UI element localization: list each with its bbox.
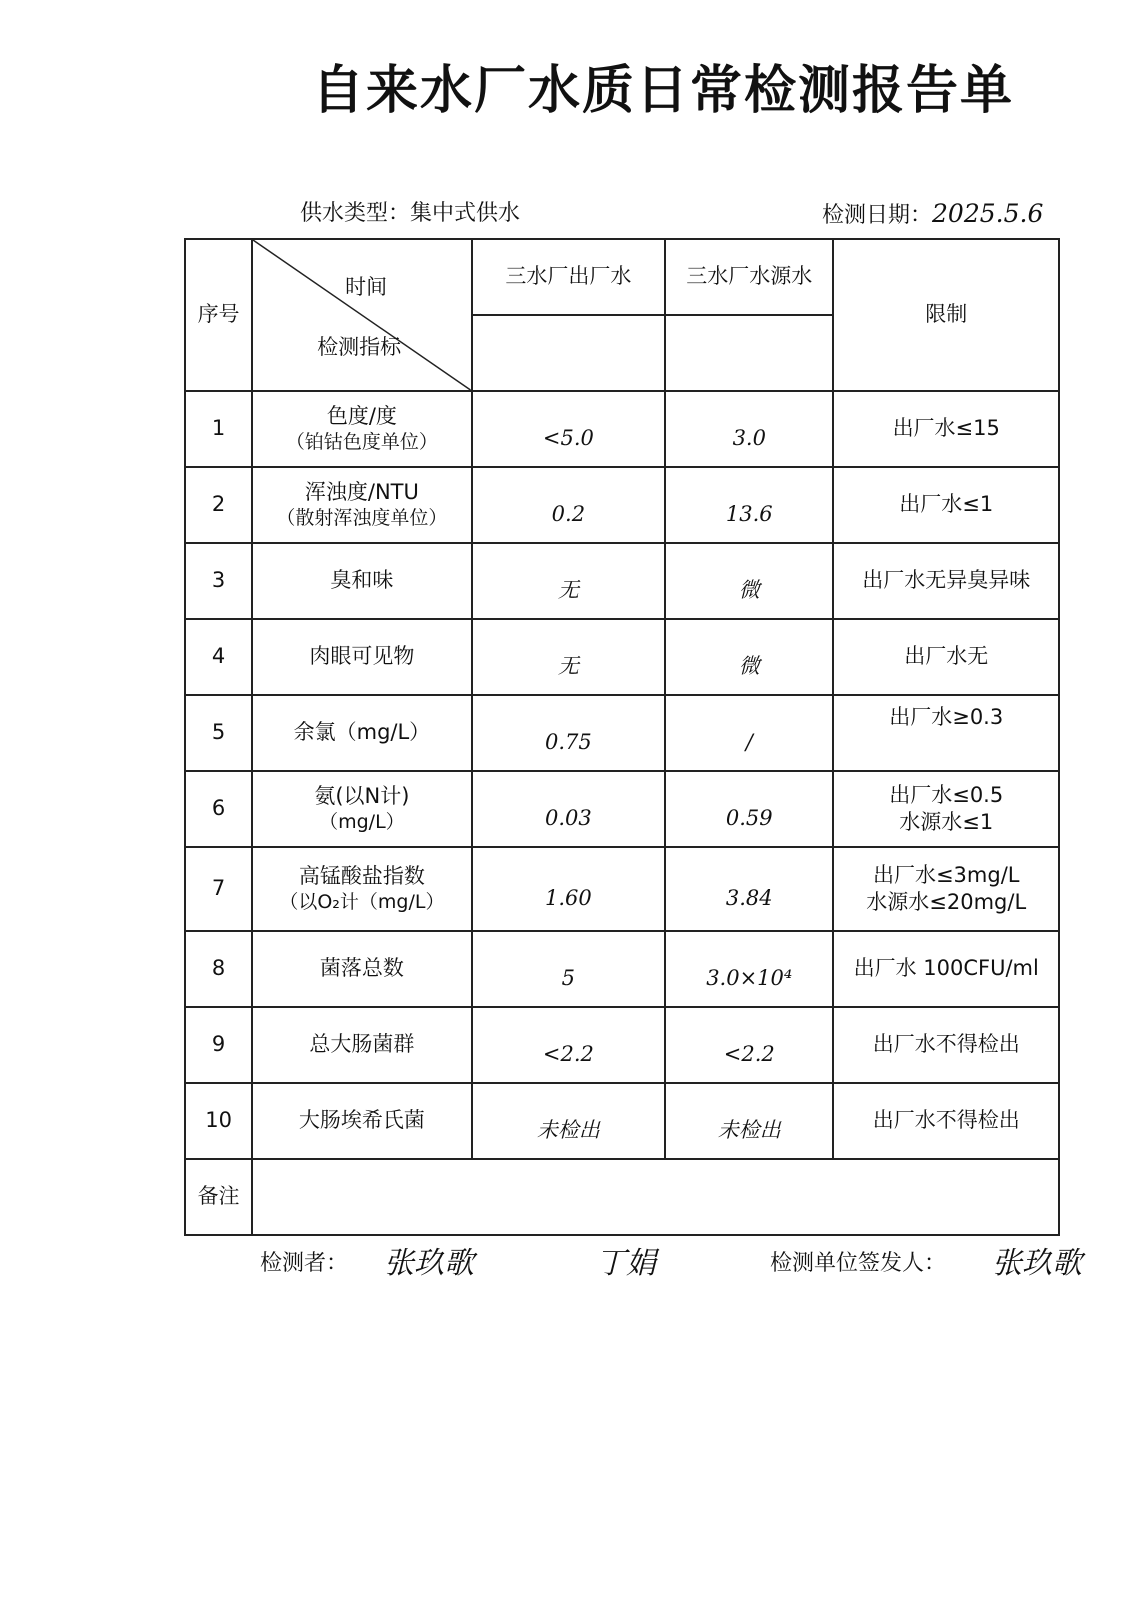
tester-signature-1: 张玖歌 bbox=[384, 1246, 474, 1281]
value-outlet-water bbox=[472, 847, 665, 931]
value-outlet-water bbox=[472, 619, 665, 695]
header-seq: 序号 bbox=[185, 239, 252, 391]
remarks-value bbox=[252, 1159, 1059, 1235]
value-source-water bbox=[665, 1083, 833, 1159]
report-table bbox=[184, 238, 1060, 1236]
header-time: 时间 bbox=[345, 275, 388, 299]
handwritten-value: 3.0 bbox=[732, 426, 766, 451]
handwritten-value: 未检出 bbox=[717, 1118, 781, 1143]
handwritten-value: 0.03 bbox=[544, 806, 592, 831]
indicator-cell bbox=[252, 467, 472, 543]
table-row bbox=[185, 391, 1059, 467]
value-source-water bbox=[665, 619, 833, 695]
handwritten-value: 微 bbox=[738, 578, 760, 603]
indicator-name: 菌落总数 bbox=[319, 956, 404, 981]
handwritten-value: 0.59 bbox=[725, 806, 773, 831]
value-outlet-water bbox=[472, 931, 665, 1007]
row-number: 9 bbox=[185, 1007, 252, 1083]
tester-signature-2: 丁娟 bbox=[596, 1246, 656, 1281]
row-number: 5 bbox=[185, 695, 252, 771]
indicator-cell bbox=[252, 543, 472, 619]
row-number: 7 bbox=[185, 847, 252, 931]
handwritten-value: 1.60 bbox=[544, 886, 592, 911]
indicator-cell bbox=[252, 847, 472, 931]
header-col-a-blank bbox=[472, 315, 665, 391]
indicator-cell bbox=[252, 695, 472, 771]
table-row bbox=[185, 467, 1059, 543]
limit-cell bbox=[833, 847, 1059, 931]
value-source-water bbox=[665, 931, 833, 1007]
indicator-cell bbox=[252, 771, 472, 847]
supply-type-label: 供水类型： bbox=[300, 201, 411, 226]
test-date bbox=[822, 198, 1043, 230]
handwritten-value: 微 bbox=[738, 654, 760, 679]
table-body bbox=[185, 391, 1059, 1159]
indicator-cell bbox=[252, 391, 472, 467]
row-number: 10 bbox=[185, 1083, 252, 1159]
value-outlet-water bbox=[472, 543, 665, 619]
indicator-cell bbox=[252, 619, 472, 695]
value-source-water bbox=[665, 391, 833, 467]
value-source-water bbox=[665, 771, 833, 847]
row-number: 8 bbox=[185, 931, 252, 1007]
header-col-a: 三水厂出厂水 bbox=[472, 239, 665, 315]
limit-cell bbox=[833, 391, 1059, 467]
limit-cell bbox=[833, 619, 1059, 695]
handwritten-value: 未检出 bbox=[536, 1118, 600, 1143]
limit-cell bbox=[833, 1083, 1059, 1159]
indicator-name: 余氯（mg/L） bbox=[293, 720, 431, 745]
indicator-name: 色度/度 bbox=[326, 404, 397, 428]
limit-cell bbox=[833, 543, 1059, 619]
indicator-cell bbox=[252, 1083, 472, 1159]
limit-line: 出厂水 100CFU/ml bbox=[853, 956, 1039, 981]
value-outlet-water bbox=[472, 1007, 665, 1083]
remarks-label: 备注 bbox=[185, 1159, 252, 1235]
limit-cell bbox=[833, 931, 1059, 1007]
handwritten-value: 无 bbox=[557, 654, 579, 679]
table-row bbox=[185, 543, 1059, 619]
header-indicator: 检测指标 bbox=[317, 335, 402, 359]
handwritten-value: 0.2 bbox=[551, 502, 586, 527]
value-outlet-water bbox=[472, 695, 665, 771]
row-number: 4 bbox=[185, 619, 252, 695]
limit-cell bbox=[833, 771, 1059, 847]
supply-type-value: 集中式供水 bbox=[410, 201, 521, 226]
issuer-signature: 张玖歌 bbox=[992, 1246, 1082, 1281]
indicator-name: 肉眼可见物 bbox=[309, 644, 415, 669]
table-row bbox=[185, 847, 1059, 931]
indicator-name: 大肠埃希氏菌 bbox=[298, 1108, 425, 1133]
handwritten-value: <2.2 bbox=[723, 1042, 775, 1067]
value-outlet-water bbox=[472, 467, 665, 543]
value-outlet-water bbox=[472, 771, 665, 847]
value-source-water bbox=[665, 847, 833, 931]
table-row bbox=[185, 771, 1059, 847]
value-outlet-water bbox=[472, 1083, 665, 1159]
value-source-water bbox=[665, 543, 833, 619]
table-row bbox=[185, 619, 1059, 695]
limit-cell bbox=[833, 695, 1059, 771]
limit-line: 出厂水≤3mg/L bbox=[872, 862, 1020, 887]
supply-type bbox=[300, 198, 520, 230]
handwritten-value: 无 bbox=[557, 578, 579, 603]
indicator-unit: （以O₂计（mg/L） bbox=[279, 891, 445, 914]
limit-line: 出厂水≥0.3 bbox=[889, 705, 1004, 729]
limit-cell bbox=[833, 1007, 1059, 1083]
header-row-1 bbox=[185, 239, 1059, 315]
handwritten-value: 3.84 bbox=[725, 886, 773, 911]
handwritten-value: <5.0 bbox=[542, 426, 594, 451]
value-source-water bbox=[665, 695, 833, 771]
header-diagonal-cell bbox=[252, 239, 472, 391]
limit-line: 出厂水无异臭异味 bbox=[862, 568, 1031, 593]
limit-line: 出厂水不得检出 bbox=[872, 1108, 1020, 1133]
indicator-name: 高锰酸盐指数 bbox=[298, 864, 425, 888]
table-row bbox=[185, 695, 1059, 771]
handwritten-value: <2.2 bbox=[542, 1042, 594, 1067]
table-row bbox=[185, 1083, 1059, 1159]
table-row bbox=[185, 931, 1059, 1007]
row-number: 1 bbox=[185, 391, 252, 467]
value-source-water bbox=[665, 1007, 833, 1083]
handwritten-value: 5 bbox=[561, 966, 576, 991]
indicator-unit: （mg/L） bbox=[319, 811, 405, 834]
limit-line: 水源水≤20mg/L bbox=[866, 890, 1027, 914]
limit-line: 出厂水不得检出 bbox=[872, 1032, 1020, 1057]
indicator-cell bbox=[252, 931, 472, 1007]
limit-cell bbox=[833, 467, 1059, 543]
limit-line: 出厂水≤1 bbox=[899, 492, 994, 517]
value-source-water bbox=[665, 467, 833, 543]
tester-label: 检测者： bbox=[260, 1251, 349, 1276]
report-title: 自来水厂水质日常检测报告单 bbox=[312, 60, 1015, 121]
handwritten-value: 3.0×10⁴ bbox=[706, 966, 793, 991]
indicator-name: 总大肠菌群 bbox=[309, 1032, 415, 1057]
row-number: 2 bbox=[185, 467, 252, 543]
test-date-label: 检测日期： bbox=[822, 203, 933, 228]
indicator-name: 氨(以N计) bbox=[314, 784, 410, 808]
handwritten-value: 13.6 bbox=[725, 502, 773, 527]
limit-line: 出厂水≤0.5 bbox=[889, 782, 1004, 807]
handwritten-value: / bbox=[745, 730, 753, 755]
limit-line: 出厂水无 bbox=[904, 644, 989, 669]
header-col-b: 三水厂水源水 bbox=[665, 239, 833, 315]
handwritten-value: 0.75 bbox=[544, 730, 592, 755]
table-row bbox=[185, 1007, 1059, 1083]
indicator-unit: （铂钴色度单位） bbox=[285, 431, 438, 454]
indicator-name: 浑浊度/NTU bbox=[304, 480, 419, 504]
limit-line: 出厂水≤15 bbox=[892, 416, 1000, 441]
header-col-b-blank bbox=[665, 315, 833, 391]
indicator-name: 臭和味 bbox=[330, 568, 394, 593]
limit-line: 水源水≤1 bbox=[899, 810, 994, 834]
row-number: 6 bbox=[185, 771, 252, 847]
diagonal-line bbox=[253, 240, 471, 390]
value-outlet-water bbox=[472, 391, 665, 467]
row-number: 3 bbox=[185, 543, 252, 619]
test-date-value: 2025.5.6 bbox=[932, 199, 1044, 228]
indicator-unit: （散射浑浊度单位） bbox=[276, 507, 448, 530]
remarks-row bbox=[185, 1159, 1059, 1235]
header-limit: 限制 bbox=[833, 239, 1059, 391]
issuer-label: 检测单位签发人： bbox=[770, 1251, 947, 1276]
indicator-cell bbox=[252, 1007, 472, 1083]
